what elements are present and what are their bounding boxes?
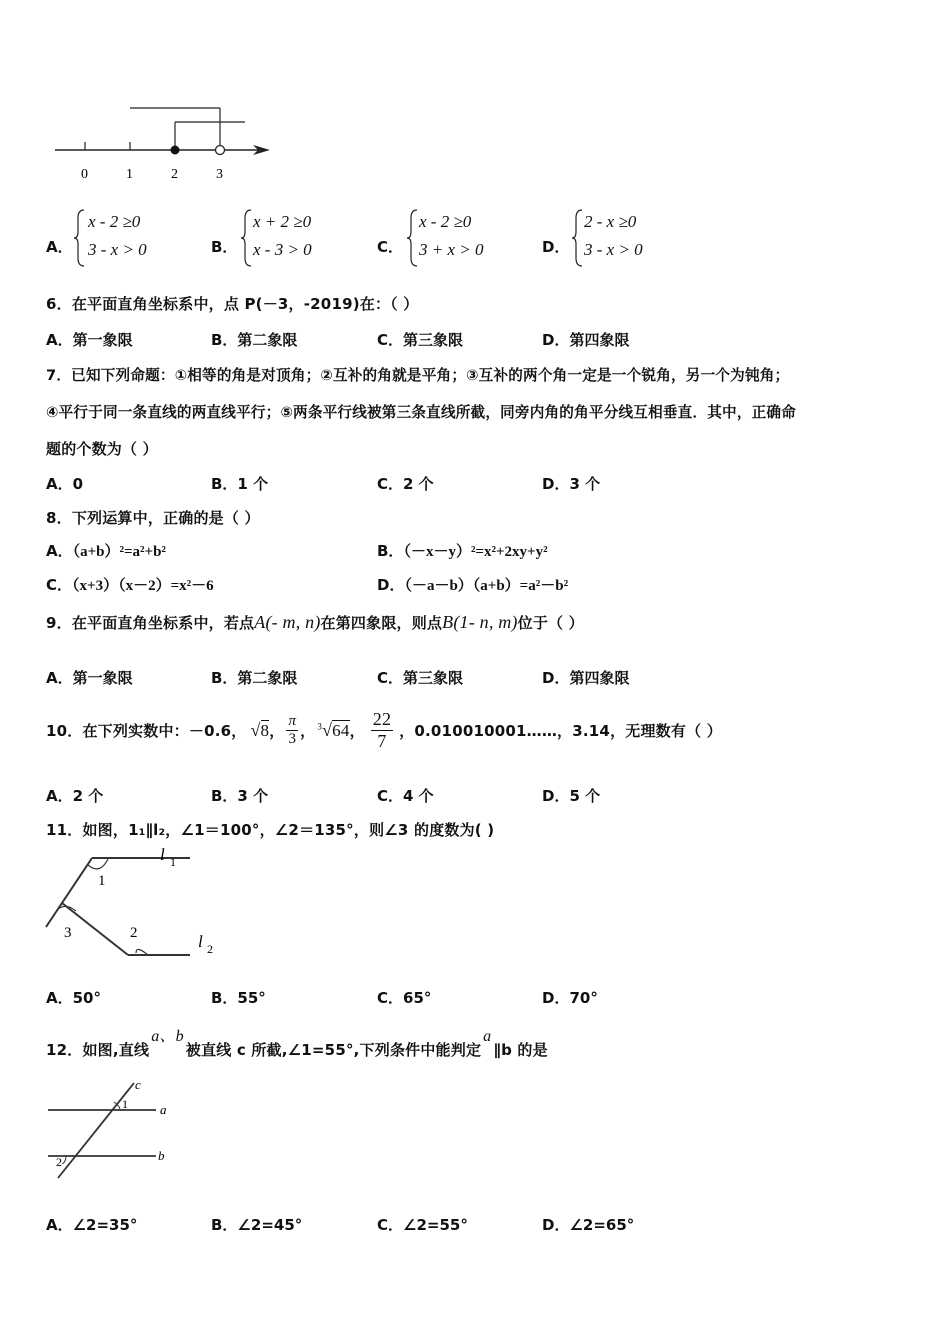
q9-middle: 在第四象限，则点 xyxy=(320,614,443,632)
label-b: b xyxy=(158,1148,165,1163)
tick-label-0: 0 xyxy=(81,167,88,182)
q11-stem: 11．如图，1₁∥l₂，∠1＝100°，∠2＝135°，则∠3 的度数为( ) xyxy=(46,821,495,839)
option-text: （x+3）（x－2）=x²－6 xyxy=(72,578,214,594)
q10-value-1: －0.6， xyxy=(188,721,247,740)
label-l2-sub: 2 xyxy=(207,942,213,956)
brace-icon xyxy=(572,208,584,268)
inequality-line-1: x + 2 ≥0 xyxy=(253,212,312,231)
q9-option-b[interactable]: B．第二象限 xyxy=(211,669,298,687)
label-l1-sub: 1 xyxy=(170,855,176,869)
tick-label-2: 2 xyxy=(171,167,178,182)
angle-label-1: 1 xyxy=(98,873,106,889)
separator: ， xyxy=(269,721,285,740)
q9-stem xyxy=(46,612,584,633)
label-a: a xyxy=(160,1102,167,1117)
fraction-22-7: $\frac{22}{7}$ xyxy=(372,708,392,751)
inequality-line-2: x - 3 > 0 xyxy=(253,240,312,259)
q12-option-c[interactable]: C．∠2=55° xyxy=(377,1216,468,1234)
q7-stem-line-1: 7．已知下列命题：①相等的角是对顶角；②互补的角就是平角；③互补的两个角一定是一个锐角，另一个为钝角； xyxy=(46,367,790,384)
q9-prefix: 9．在平面直角坐标系中，若点 xyxy=(46,614,255,632)
option-letter: C． xyxy=(46,576,73,594)
lines-a-b: a、b xyxy=(151,1028,184,1045)
q8-option-b[interactable] xyxy=(377,540,548,561)
q10-prefix: 10．在下列实数中： xyxy=(46,721,189,740)
inequality-line-1: 2 - x ≥0 xyxy=(584,212,637,231)
cube-root-64: $^3$√64 xyxy=(317,719,350,740)
q10-option-a[interactable]: A．2 个 xyxy=(46,787,104,805)
angle-label-3: 3 xyxy=(64,925,72,941)
tick-label-3: 3 xyxy=(216,167,223,182)
brace-icon xyxy=(74,208,86,268)
q8-option-a[interactable] xyxy=(46,540,166,561)
q9-suffix: 位于（ ） xyxy=(517,614,584,632)
q7-stem-line-3: 题的个数为（ ） xyxy=(46,440,158,458)
q11-option-c[interactable]: C．65° xyxy=(377,989,432,1007)
option-text: （－x－y）²=x²+2xy+y² xyxy=(403,544,548,560)
tick-label-1: 1 xyxy=(126,167,133,182)
q11-option-b[interactable]: B．55° xyxy=(211,989,266,1007)
q6-option-c[interactable]: C．第三象限 xyxy=(377,331,464,349)
q7-stem-line-2: ④平行于同一条直线的两直线平行；⑤两条平行线被第三条直线所截，同旁内角的角平分线互相垂直．其中，正确命 xyxy=(46,404,797,421)
point-b: B(1- n, m) xyxy=(442,612,518,632)
q9-option-c[interactable]: C．第三象限 xyxy=(377,669,464,687)
q9-option-a[interactable]: A．第一象限 xyxy=(46,669,133,687)
inequality-line-2: 3 + x > 0 xyxy=(419,240,484,259)
q11-option-a[interactable]: A．50° xyxy=(46,989,101,1007)
q12-figure xyxy=(44,1078,179,1183)
q12-middle: 被直线 c 所截,∠1=55°,下列条件中能判定 xyxy=(185,1041,482,1059)
inequality-line-2: 3 - x > 0 xyxy=(88,240,147,259)
label-l2: l xyxy=(198,932,203,951)
label-l1: l xyxy=(160,845,165,864)
q7-option-b[interactable]: B．1 个 xyxy=(211,475,269,493)
q6-option-a[interactable]: A．第一象限 xyxy=(46,331,133,349)
q7-option-d[interactable]: D．3 个 xyxy=(542,475,601,493)
q10-stem xyxy=(46,700,722,760)
brace-icon xyxy=(407,208,419,268)
q6-option-b[interactable]: B．第二象限 xyxy=(211,331,298,349)
q7-option-c[interactable]: C．2 个 xyxy=(377,475,434,493)
q7-option-a[interactable]: A．0 xyxy=(46,475,84,493)
line-a: a xyxy=(483,1028,492,1045)
inequality-line-1: x - 2 ≥0 xyxy=(419,212,472,231)
q10-option-b[interactable]: B．3 个 xyxy=(211,787,269,805)
option-letter: D． xyxy=(542,238,570,256)
inequality-line-2: 3 - x > 0 xyxy=(584,240,643,259)
inequality-line-1: x - 2 ≥0 xyxy=(88,212,141,231)
q11-option-d[interactable]: D．70° xyxy=(542,989,598,1007)
q10-option-d[interactable]: D．5 个 xyxy=(542,787,601,805)
option-letter: A． xyxy=(46,238,73,256)
angle-label-2: 2 xyxy=(130,925,138,941)
q10-rest: ，0.010010001……，3.14，无理数有（ ） xyxy=(399,721,722,740)
sqrt-8: √8 xyxy=(250,719,270,740)
brace-icon xyxy=(241,208,253,268)
q12-suffix: ∥b 的是 xyxy=(493,1041,548,1059)
option-text: （a+b）²=a²+b² xyxy=(72,544,166,560)
option-letter: C． xyxy=(377,238,404,256)
number-line-figure xyxy=(50,100,280,190)
q6-option-d[interactable]: D．第四象限 xyxy=(542,331,630,349)
option-letter: B． xyxy=(211,238,238,256)
q12-stem xyxy=(46,1024,548,1060)
q9-option-d[interactable]: D．第四象限 xyxy=(542,669,630,687)
q6-stem: 6．在平面直角坐标系中，点 P(－3，-2019)在：（ ） xyxy=(46,295,419,313)
q12-option-b[interactable]: B．∠2=45° xyxy=(211,1216,303,1234)
q10-option-c[interactable]: C．4 个 xyxy=(377,787,434,805)
label-c: c xyxy=(135,1078,141,1092)
angle-label-1: 1 xyxy=(122,1097,128,1111)
q8-option-d[interactable] xyxy=(377,574,568,595)
option-letter: A． xyxy=(46,542,73,560)
angle-label-2: 2 xyxy=(56,1155,62,1169)
q8-stem: 8．下列运算中，正确的是（ ） xyxy=(46,509,260,527)
separator: ， xyxy=(300,721,316,740)
option-text: （－a－b）（a+b）=a²－b² xyxy=(404,578,569,594)
separator: ， xyxy=(349,721,365,740)
pi-over-3: $\frac{\pi}{3}$ xyxy=(288,712,297,747)
q8-option-c[interactable] xyxy=(46,574,214,595)
option-letter: B． xyxy=(377,542,404,560)
q11-figure xyxy=(40,845,230,970)
q12-prefix: 12．如图,直线 xyxy=(46,1041,150,1059)
q12-option-d[interactable]: D．∠2=65° xyxy=(542,1216,635,1234)
option-letter: D． xyxy=(377,576,405,594)
point-a: A(- m, n) xyxy=(254,612,321,632)
q12-option-a[interactable]: A．∠2=35° xyxy=(46,1216,138,1234)
